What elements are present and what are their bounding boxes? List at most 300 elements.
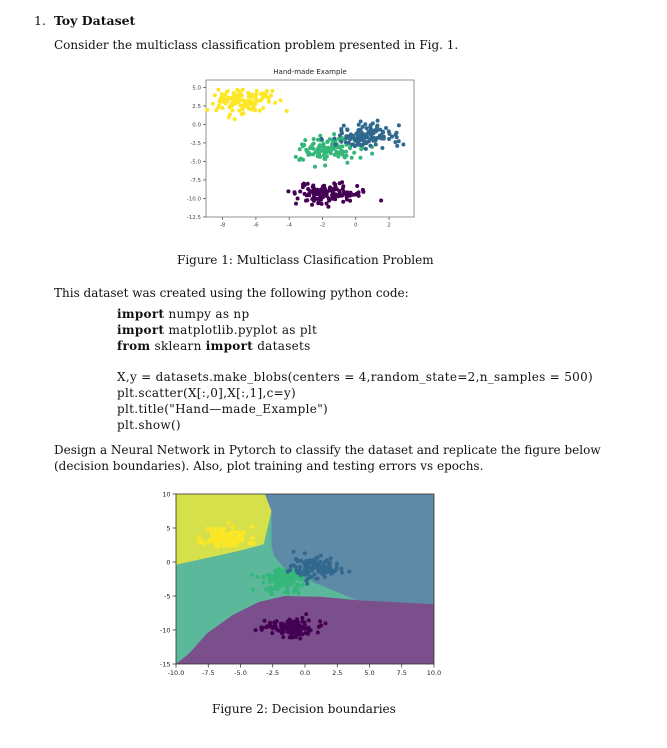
data-point xyxy=(264,587,268,591)
data-point xyxy=(220,100,224,104)
data-point xyxy=(345,161,349,165)
data-point xyxy=(286,189,290,193)
y-tick-label: 5 xyxy=(166,524,171,533)
data-point xyxy=(317,625,321,629)
data-point xyxy=(314,564,318,568)
data-point xyxy=(298,565,302,569)
data-point xyxy=(373,139,377,143)
data-point xyxy=(265,89,269,93)
x-tick-label: -2.5 xyxy=(266,669,280,677)
data-point xyxy=(237,109,241,113)
y-tick-label: 5.0 xyxy=(192,85,201,92)
data-point xyxy=(353,144,357,148)
data-point xyxy=(313,572,317,576)
data-point xyxy=(279,622,283,626)
data-point xyxy=(327,197,331,201)
data-point xyxy=(269,93,273,97)
data-point xyxy=(300,616,304,620)
data-point xyxy=(230,531,234,535)
data-point xyxy=(303,631,307,635)
data-point xyxy=(319,554,323,558)
data-point xyxy=(294,202,298,206)
data-point xyxy=(347,570,351,574)
y-tick-label: -5.0 xyxy=(190,159,201,166)
data-point xyxy=(359,156,363,160)
data-point xyxy=(312,142,316,146)
data-point xyxy=(305,582,309,586)
data-point xyxy=(213,535,217,539)
data-point xyxy=(225,536,229,540)
data-point xyxy=(368,144,372,148)
data-point xyxy=(209,527,213,531)
data-point xyxy=(249,100,253,104)
data-point xyxy=(343,192,347,196)
x-tick-label: -10.0 xyxy=(167,669,185,677)
data-point xyxy=(303,551,307,555)
code-import-line: import matplotlib.pyplot as plt xyxy=(117,323,318,337)
data-point xyxy=(323,164,327,168)
data-point xyxy=(305,150,309,154)
data-point xyxy=(298,147,302,151)
data-point xyxy=(303,138,307,142)
data-point xyxy=(293,190,297,194)
figure2-caption: Figure 2: Decision boundaries xyxy=(212,702,396,716)
data-point xyxy=(361,143,365,147)
data-point xyxy=(197,535,201,539)
data-point xyxy=(370,152,374,156)
data-point xyxy=(329,556,333,560)
data-point xyxy=(231,109,235,113)
data-point xyxy=(291,622,295,626)
data-point xyxy=(297,591,301,595)
data-point xyxy=(314,577,318,581)
data-point xyxy=(296,197,300,201)
x-tick-label: -6 xyxy=(253,222,259,229)
figure1-title: Hand-made Example xyxy=(273,68,347,76)
data-point xyxy=(213,93,217,97)
data-point xyxy=(214,539,218,543)
data-point xyxy=(259,625,263,629)
x-tick-label: -7.5 xyxy=(201,669,215,677)
task-line-2: (decision boundaries). Also, plot training and testing errors vs epochs. xyxy=(54,459,484,473)
data-point xyxy=(356,128,360,132)
data-point xyxy=(252,541,256,545)
data-point xyxy=(240,94,244,98)
data-point xyxy=(341,184,345,188)
data-point xyxy=(295,617,299,621)
data-point xyxy=(255,89,259,93)
data-point xyxy=(381,130,385,134)
data-point xyxy=(325,140,329,144)
data-point xyxy=(264,625,268,629)
data-point xyxy=(393,140,397,144)
data-point xyxy=(259,92,263,96)
data-point xyxy=(307,193,311,197)
data-point xyxy=(371,131,375,135)
data-point xyxy=(333,197,337,201)
data-point xyxy=(218,532,222,536)
y-tick-label: -12.5 xyxy=(186,214,201,221)
data-point xyxy=(367,130,371,134)
data-point xyxy=(332,132,336,136)
data-point xyxy=(355,184,359,188)
data-point xyxy=(216,544,220,548)
data-point xyxy=(275,628,279,632)
data-point xyxy=(283,590,287,594)
data-point xyxy=(294,155,298,159)
data-point xyxy=(233,117,237,121)
data-point xyxy=(268,580,272,584)
data-point xyxy=(231,537,235,541)
figure2-x-ticks xyxy=(168,664,442,677)
data-point xyxy=(339,151,343,155)
data-point xyxy=(376,119,380,123)
data-point xyxy=(240,98,244,102)
x-tick-label: 10.0 xyxy=(426,669,442,677)
data-point xyxy=(339,127,343,131)
data-point xyxy=(321,564,325,568)
data-point xyxy=(307,618,311,622)
data-point xyxy=(320,137,324,141)
data-point xyxy=(279,629,283,633)
data-point xyxy=(286,575,290,579)
data-point xyxy=(214,108,218,112)
data-point xyxy=(316,201,320,205)
data-point xyxy=(267,576,271,580)
data-point xyxy=(274,584,278,588)
problem-number: 1. xyxy=(34,13,46,28)
task-line-1: Design a Neural Network in Pytorch to classify the dataset and replicate the figure below xyxy=(54,443,601,457)
data-point xyxy=(254,628,258,632)
y-tick-label: -10 xyxy=(159,626,171,635)
data-point xyxy=(282,582,286,586)
figure2-chart xyxy=(0,480,667,690)
data-point xyxy=(267,100,271,104)
data-point xyxy=(262,575,266,579)
data-point xyxy=(384,126,388,130)
data-point xyxy=(359,120,363,124)
data-point xyxy=(330,571,334,575)
data-point xyxy=(237,539,241,543)
data-point xyxy=(225,89,229,93)
data-point xyxy=(306,577,310,581)
data-point xyxy=(221,106,225,110)
code-line: plt.title("Hand—made_Example") xyxy=(117,402,329,416)
data-point xyxy=(375,124,379,128)
data-point xyxy=(205,108,209,112)
y-tick-label: -2.5 xyxy=(190,140,201,147)
data-point xyxy=(344,154,348,158)
problem-title: Toy Dataset xyxy=(53,13,136,28)
data-point xyxy=(241,106,245,110)
data-point xyxy=(255,99,259,103)
data-point xyxy=(281,635,285,639)
data-point xyxy=(259,99,263,103)
data-point xyxy=(321,571,325,575)
data-point xyxy=(239,532,243,536)
data-point xyxy=(227,521,231,525)
data-point xyxy=(221,528,225,532)
data-point xyxy=(250,573,254,577)
data-point xyxy=(318,619,322,623)
data-point xyxy=(335,565,339,569)
y-tick-label: 10 xyxy=(162,490,171,499)
data-point xyxy=(323,575,327,579)
data-point xyxy=(250,95,254,99)
data-point xyxy=(333,137,337,141)
data-point xyxy=(312,137,316,141)
data-point xyxy=(302,620,306,624)
data-point xyxy=(368,125,372,129)
data-point xyxy=(273,101,277,105)
data-point xyxy=(348,137,352,141)
data-point xyxy=(318,561,322,565)
data-point xyxy=(401,143,405,147)
data-point xyxy=(217,103,221,107)
data-point xyxy=(359,138,363,142)
x-tick-label: -5.0 xyxy=(234,669,247,677)
data-point xyxy=(310,197,314,201)
data-point xyxy=(250,525,254,529)
data-point xyxy=(230,102,234,106)
data-point xyxy=(275,570,279,574)
data-point xyxy=(263,619,267,623)
data-point xyxy=(350,156,354,160)
data-point xyxy=(296,569,300,573)
data-point xyxy=(297,584,301,588)
data-point xyxy=(314,559,318,563)
data-point xyxy=(288,627,292,631)
data-point xyxy=(236,88,240,92)
data-point xyxy=(379,199,383,203)
data-point xyxy=(220,92,224,96)
data-point xyxy=(353,137,357,141)
y-tick-label: 0.0 xyxy=(192,122,201,129)
code-line: plt.scatter(X[:,0],X[:,1],c=y) xyxy=(117,386,297,400)
data-point xyxy=(285,109,289,113)
data-point xyxy=(299,559,303,563)
x-tick-label: 0 xyxy=(354,222,358,229)
data-point xyxy=(335,562,339,566)
data-point xyxy=(289,578,293,582)
data-point xyxy=(200,540,204,544)
data-point xyxy=(231,525,235,529)
data-point xyxy=(394,133,398,137)
data-point xyxy=(317,154,321,158)
data-point xyxy=(210,537,214,541)
data-point xyxy=(236,96,240,100)
data-point xyxy=(273,622,277,626)
data-point xyxy=(295,627,299,631)
data-point xyxy=(316,631,320,635)
data-point xyxy=(222,96,226,100)
data-point xyxy=(226,99,230,103)
data-point xyxy=(251,588,255,592)
data-point xyxy=(327,188,331,192)
code-line: plt.show() xyxy=(117,418,181,432)
data-point xyxy=(387,137,391,141)
data-point xyxy=(313,165,317,169)
data-point xyxy=(303,568,307,572)
data-point xyxy=(336,194,340,198)
data-point xyxy=(333,143,337,147)
data-point xyxy=(326,564,330,568)
x-tick-label: 0.0 xyxy=(299,669,311,677)
data-point xyxy=(256,575,260,579)
data-point xyxy=(270,89,274,93)
data-point xyxy=(274,580,278,584)
y-tick-label: 2.5 xyxy=(192,103,201,110)
data-point xyxy=(360,131,364,135)
data-point xyxy=(301,183,305,187)
data-point xyxy=(301,144,305,148)
data-point xyxy=(365,141,369,145)
figure1-x-ticks xyxy=(220,217,391,229)
data-point xyxy=(374,143,378,147)
data-point xyxy=(301,583,305,587)
body-text: This dataset was created using the following python code: xyxy=(54,286,409,300)
data-point xyxy=(228,113,232,117)
data-point xyxy=(348,199,352,203)
data-point xyxy=(315,556,319,560)
data-point xyxy=(322,184,326,188)
data-point xyxy=(283,627,287,631)
code-imports xyxy=(117,306,317,354)
data-point xyxy=(216,88,220,92)
data-point xyxy=(299,578,303,582)
data-point xyxy=(286,570,290,574)
data-point xyxy=(301,625,305,629)
data-point xyxy=(340,131,344,135)
data-point xyxy=(270,631,274,635)
data-point xyxy=(353,193,357,197)
data-point xyxy=(341,200,345,204)
data-point xyxy=(294,635,298,639)
data-point xyxy=(339,140,343,144)
data-point xyxy=(348,146,352,150)
data-point xyxy=(206,540,210,544)
data-point xyxy=(326,205,330,209)
data-point xyxy=(361,125,365,129)
data-point xyxy=(323,148,327,152)
y-tick-label: -10.0 xyxy=(186,196,201,203)
data-point xyxy=(299,157,303,161)
data-point xyxy=(340,571,344,575)
y-tick-label: 0 xyxy=(166,558,171,567)
x-tick-label: 5.0 xyxy=(364,669,375,677)
data-point xyxy=(280,569,284,573)
y-tick-label: -5 xyxy=(164,592,171,601)
data-point xyxy=(217,536,221,540)
data-point xyxy=(388,132,392,136)
data-point xyxy=(331,194,335,198)
data-point xyxy=(245,101,249,105)
data-point xyxy=(298,190,302,194)
code-import-line: from sklearn import datasets xyxy=(117,339,311,353)
data-point xyxy=(210,531,214,535)
data-point xyxy=(325,558,329,562)
data-point xyxy=(321,145,325,149)
data-point xyxy=(270,592,274,596)
data-point xyxy=(295,576,299,580)
x-tick-label: -4 xyxy=(286,222,292,229)
data-point xyxy=(261,106,265,110)
data-point xyxy=(395,144,399,148)
data-point xyxy=(268,621,272,625)
data-point xyxy=(254,92,258,96)
data-point xyxy=(317,150,321,154)
data-point xyxy=(324,621,328,625)
code-import-line: import numpy as np xyxy=(117,307,250,321)
data-point xyxy=(287,618,291,622)
data-point xyxy=(258,109,262,113)
data-point xyxy=(250,108,254,112)
y-tick-label: -7.5 xyxy=(190,177,201,184)
data-point xyxy=(292,550,296,554)
x-tick-label: 2 xyxy=(387,222,391,229)
data-point xyxy=(303,573,307,577)
figure1-caption: Figure 1: Multiclass Clasification Problem xyxy=(177,253,434,267)
data-point xyxy=(269,586,273,590)
figure1-y-ticks xyxy=(187,85,206,221)
x-tick-label: 7.5 xyxy=(396,669,407,677)
data-point xyxy=(380,146,384,150)
code-statements xyxy=(117,369,593,433)
data-point xyxy=(308,561,312,565)
data-point xyxy=(287,623,291,627)
data-point xyxy=(240,112,244,116)
data-point xyxy=(318,194,322,198)
data-point xyxy=(214,530,218,534)
data-point xyxy=(226,96,230,100)
data-point xyxy=(344,140,348,144)
data-point xyxy=(222,541,226,545)
data-point xyxy=(338,181,342,185)
data-point xyxy=(254,102,258,106)
data-point xyxy=(251,536,255,540)
data-point xyxy=(293,586,297,590)
data-point xyxy=(305,198,309,202)
data-point xyxy=(364,147,368,151)
problem-intro: Consider the multiclass classification problem presented in Fig. 1. xyxy=(54,38,459,52)
data-point xyxy=(339,567,343,571)
data-point xyxy=(397,139,401,143)
data-point xyxy=(304,612,308,616)
data-point xyxy=(345,128,349,132)
y-tick-label: -15 xyxy=(159,660,171,669)
data-point xyxy=(397,123,401,127)
x-tick-label: -8 xyxy=(219,222,226,229)
data-point xyxy=(211,102,215,106)
data-point xyxy=(378,134,382,138)
x-tick-label: -2 xyxy=(319,222,326,229)
data-point xyxy=(290,636,294,640)
data-point xyxy=(261,581,265,585)
data-point xyxy=(292,563,296,567)
data-point xyxy=(279,98,283,102)
data-point xyxy=(332,181,336,185)
data-point xyxy=(357,194,361,198)
data-point xyxy=(326,569,330,573)
data-point xyxy=(333,153,337,157)
data-point xyxy=(344,136,348,140)
data-point xyxy=(342,124,346,128)
data-point xyxy=(298,637,302,641)
data-point xyxy=(352,151,356,155)
data-point xyxy=(233,530,237,534)
data-point xyxy=(246,91,250,95)
data-point xyxy=(286,630,290,634)
